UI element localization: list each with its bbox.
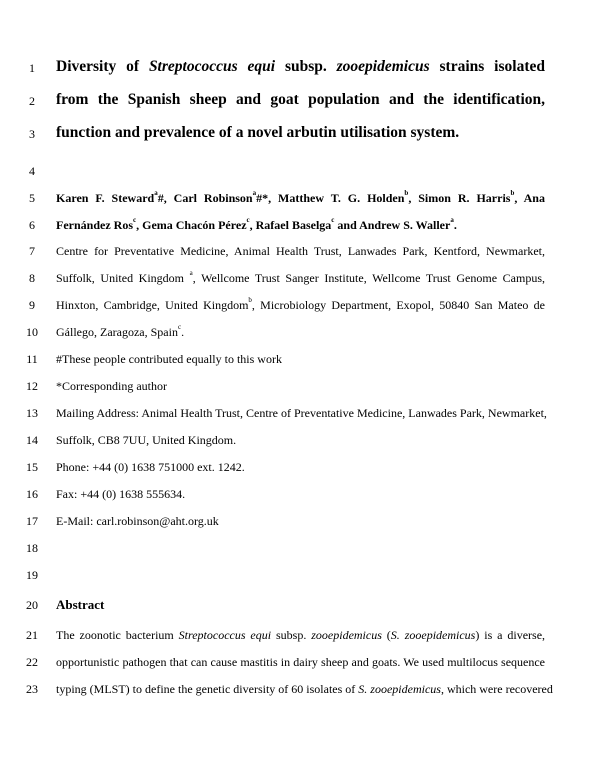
corresponding-author-note: *Corresponding author (56, 379, 167, 393)
affiliation-line: Suffolk, United Kingdom $^a$, Wellcome Trust Sanger Institute, Wellcome Trust Genome Campus, (56, 269, 545, 285)
line-number: 9 (29, 298, 35, 312)
line-number: 3 (29, 127, 35, 141)
abstract-line: typing (MLST) to define the genetic diversity of 60 isolates of S. zooepidemicus, which were recovered (56, 682, 553, 696)
line-number: 11 (26, 352, 38, 366)
mailing-address: Mailing Address: Animal Health Trust, Centre of Preventative Medicine, Lanwades Park, Newmarket, (56, 406, 547, 420)
mailing-address-cont: Suffolk, CB8 7UU, United Kingdom. (56, 433, 237, 447)
line-number: 1 (29, 61, 35, 75)
email-address: E-Mail: carl.robinson@aht.org.uk (56, 514, 219, 528)
line-number: 18 (26, 541, 38, 555)
line-number: 14 (26, 433, 38, 447)
line-number: 23 (26, 682, 38, 696)
line-number: 15 (26, 460, 38, 474)
abstract-line: opportunistic pathogen that can cause mastitis in dairy sheep and goats. We used multilocus sequence (56, 655, 545, 669)
authors-line-2: Fernández Ros$^c$, Gema Chacón Pérez$^c$, Rafael Baselga$^c$ and Andrew S. Waller$^a$. (56, 216, 457, 232)
abstract-heading: Abstract (56, 597, 105, 612)
line-number: 16 (26, 487, 38, 501)
line-number: 5 (29, 191, 35, 205)
line-number: 12 (26, 379, 38, 393)
affiliation-line: Centre for Preventative Medicine, Animal Health Trust, Lanwades Park, Kentford, Newmarket, (56, 244, 545, 258)
line-number: 7 (29, 244, 35, 258)
phone-number: Phone: +44 (0) 1638 751000 ext. 1242. (56, 460, 245, 474)
abstract-line: The zoonotic bacterium Streptococcus equi subsp. zooepidemicus (S. zooepidemicus) is a diverse, (56, 628, 546, 642)
affiliation-line: Hinxton, Cambridge, United Kingdom$^b$, Microbiology Department, Exopol, 50840 San Mateo de (56, 296, 545, 312)
line-number: 22 (26, 655, 38, 669)
title-line-3: function and prevalence of a novel arbutin utilisation system. (56, 124, 460, 141)
line-number: 19 (26, 568, 38, 582)
affiliation-line: Gállego, Zaragoza, Spain$^c$. (56, 323, 185, 339)
line-number: 20 (26, 598, 38, 612)
title-line-1: Diversity of Streptococcus equi subsp. zooepidemicus strains isolated (56, 58, 545, 75)
line-number: 13 (26, 406, 38, 420)
title-line-2: from the Spanish sheep and goat population and the identification, (56, 91, 545, 108)
line-number: 6 (29, 218, 35, 232)
line-number: 17 (26, 514, 38, 528)
fax-number: Fax: +44 (0) 1638 555634. (56, 487, 186, 501)
authors-line-1: Karen F. Steward$^a$#, Carl Robinson$^a$#*, Matthew T. G. Holden$^b$, Simon R. Harris$^b$, Ana (56, 189, 545, 205)
line-number: 10 (26, 325, 38, 339)
line-number: 8 (29, 271, 35, 285)
line-number: 4 (29, 164, 35, 178)
line-number: 2 (29, 94, 35, 108)
line-number: 21 (26, 628, 38, 642)
contribution-note: #These people contributed equally to this work (56, 352, 282, 366)
